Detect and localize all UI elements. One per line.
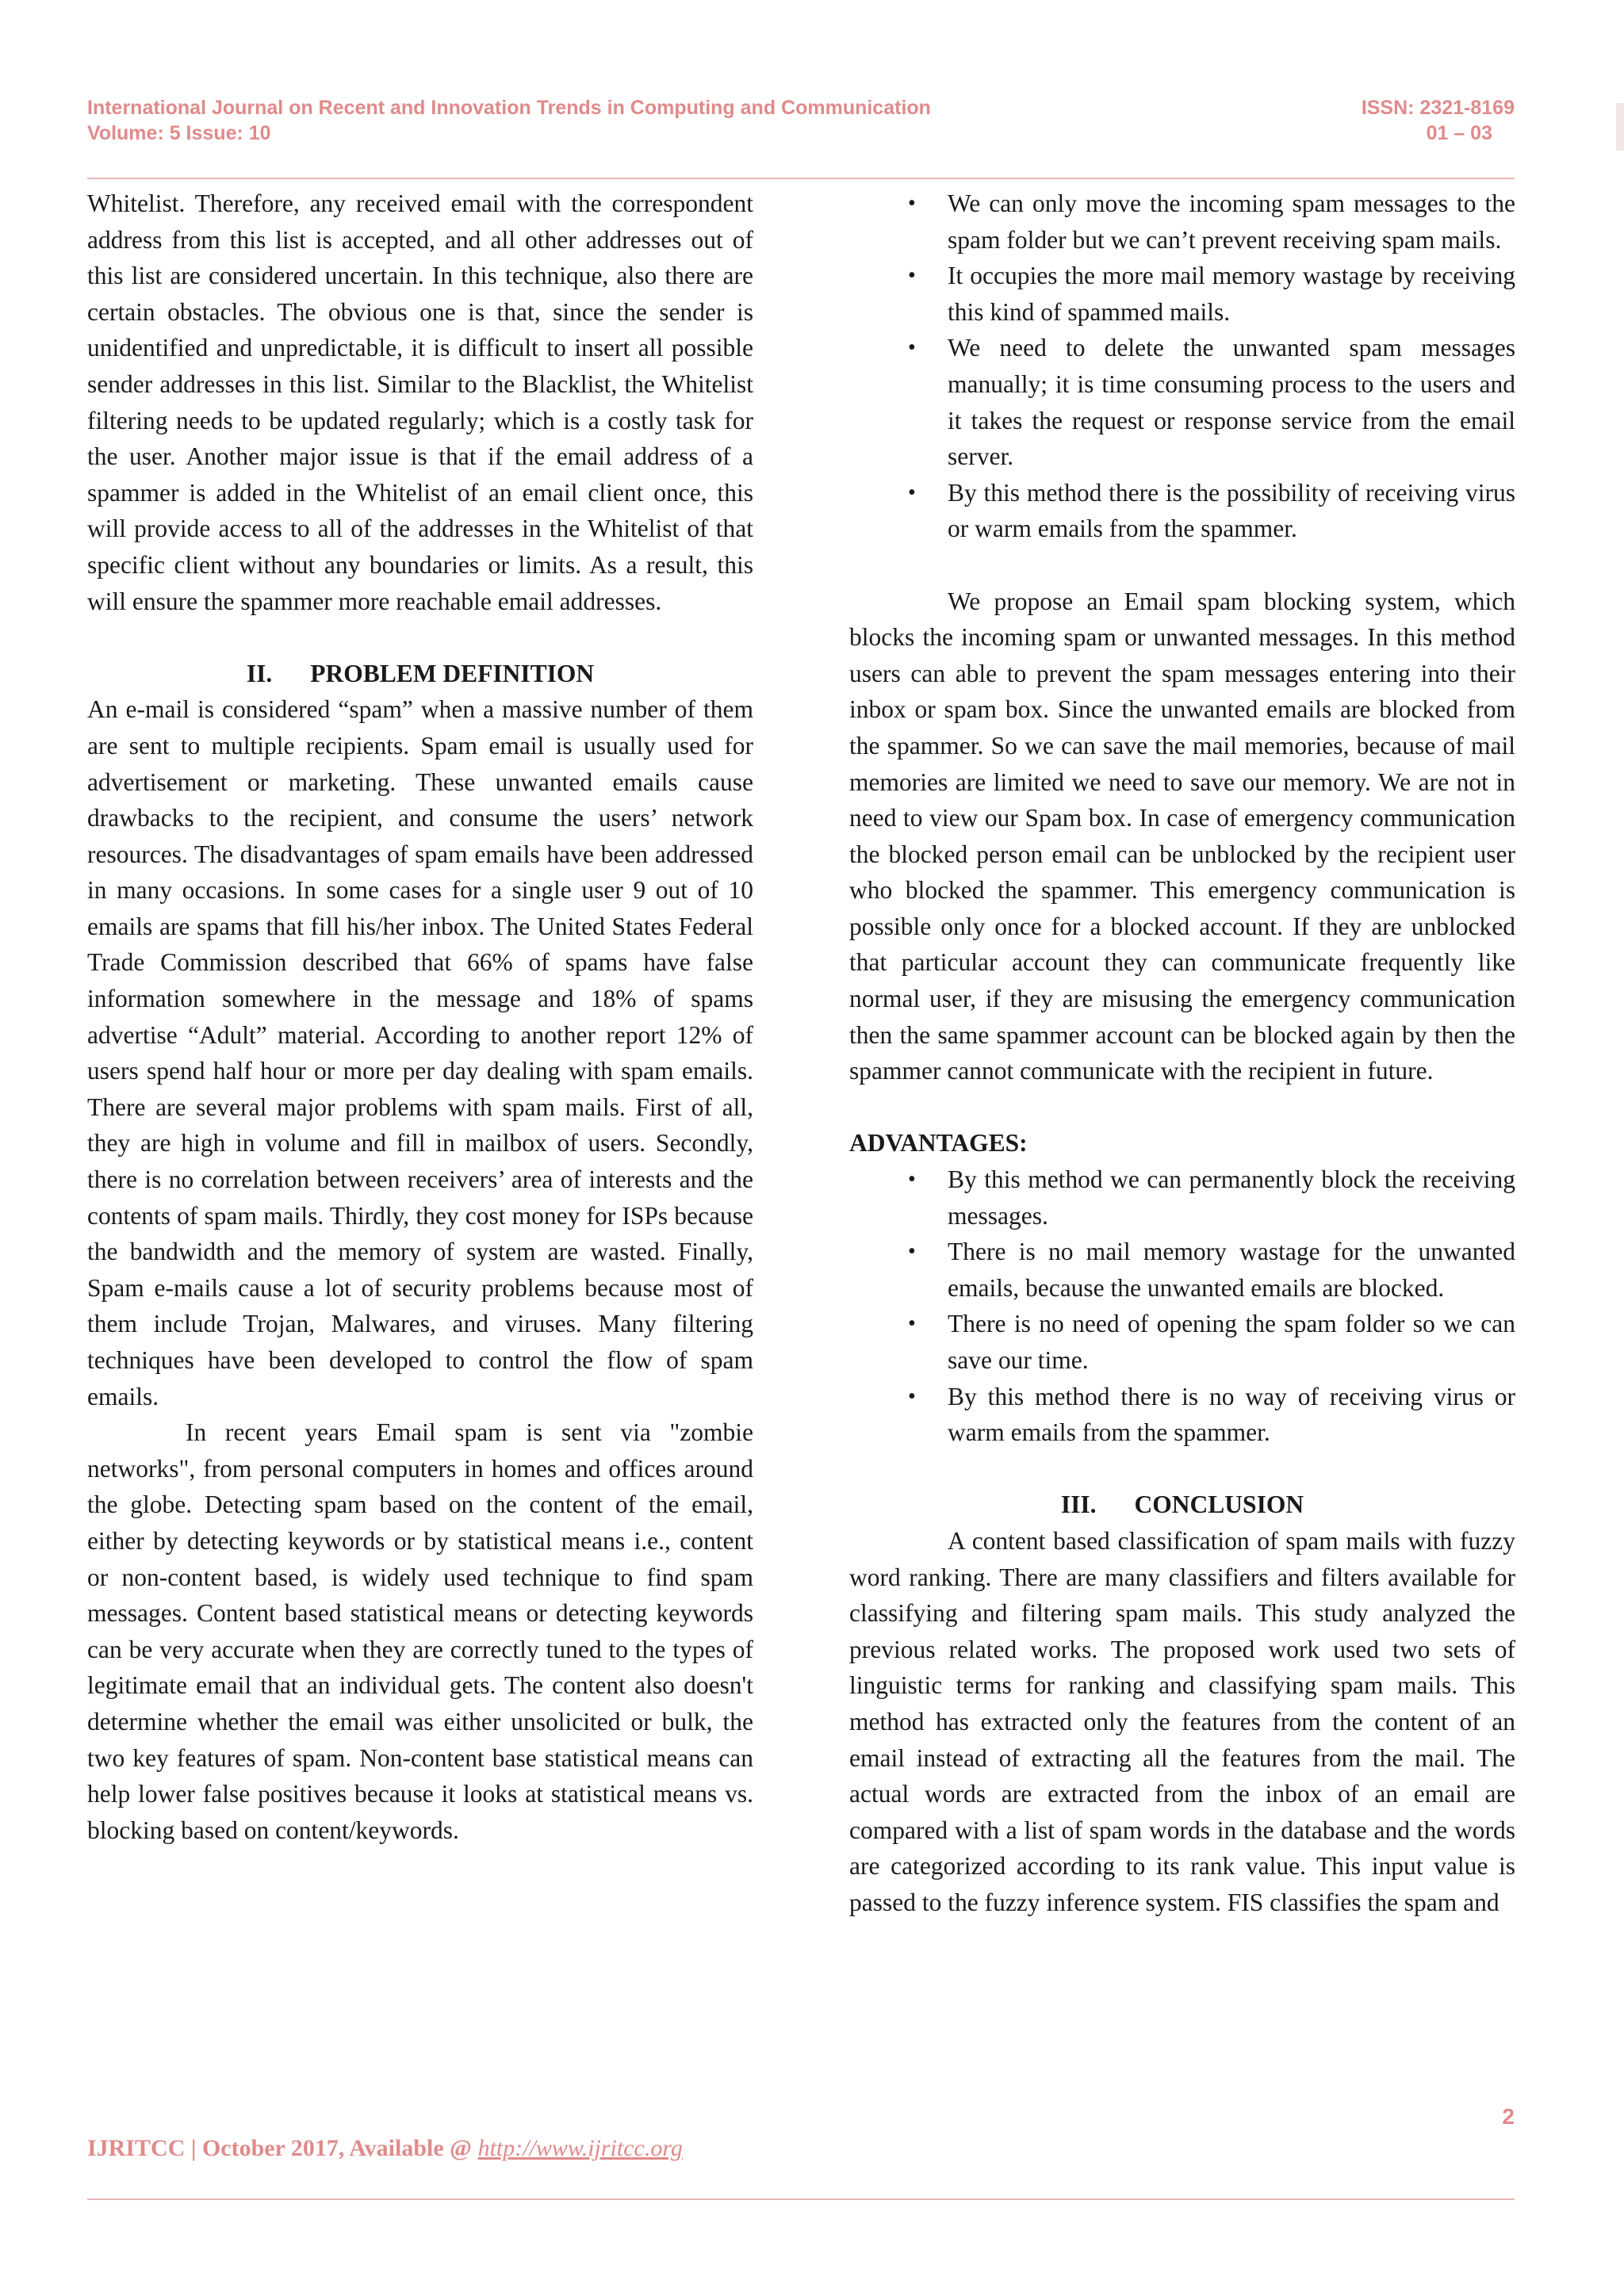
- bullet-icon: •: [908, 1167, 916, 1192]
- spacer: [849, 1089, 1515, 1126]
- page-edge-shade: [1616, 103, 1624, 151]
- spacer: [87, 619, 753, 656]
- volume-issue: Volume: 5 Issue: 10: [87, 122, 271, 144]
- disadvantages-list: [849, 186, 1515, 547]
- footer-text: IJRITCC | October 2017, Available @: [87, 2135, 478, 2161]
- bullet-icon: •: [908, 480, 916, 505]
- list-item: • We can only move the incoming spam messages to the spam folder but we can’t prevent receiving spam mails.: [849, 186, 1515, 258]
- spacer: [849, 1451, 1515, 1487]
- bullet-icon: •: [908, 1383, 916, 1409]
- paragraph-proposed-system: We propose an Email spam blocking system, which blocks the incoming spam or unwanted messages. In this method users can able to prevent the spam messages entering into their inbox or spam box. Since the unwanted emails are blocked from the spammer. So we can save the mail memories, because of mail memories are limited we need to save our memory. We are not in need to view our Spam box. In case of emergency communication the blocked person email can be unblocked by the recipient user who blocked the spammer. This emergency communication is possible only once for a blocked account. If they are unblocked that particular account they can communicate frequently like normal user, if they are misusing the emergency communication then the same spammer account can be blocked again by then the spammer cannot communicate with the recipient in future.: [849, 587, 1515, 1085]
- bullet-icon: •: [908, 335, 916, 361]
- spacer: [849, 547, 1515, 584]
- issn: ISSN: 2321-8169: [1361, 97, 1515, 119]
- header-rule: [87, 178, 1515, 179]
- bullet-icon: •: [908, 263, 916, 289]
- advantages-list: [849, 1161, 1515, 1451]
- right-column: [849, 186, 1515, 1921]
- list-item: • There is no mail memory wastage for the unwanted emails, because the unwanted emails are blocked.: [849, 1234, 1515, 1306]
- list-item: • It occupies the more mail memory wastage by receiving this kind of spammed mails.: [849, 258, 1515, 330]
- page-number: 2: [1502, 2104, 1515, 2129]
- journal-title: International Journal on Recent and Innovation Trends in Computing and Communication: [87, 97, 931, 119]
- running-footer: [87, 2135, 683, 2162]
- journal-website-link[interactable]: http://www.ijritcc.org: [477, 2135, 683, 2161]
- bullet-icon: •: [908, 1239, 916, 1265]
- section-title: CONCLUSION: [1134, 1490, 1304, 1519]
- section-heading-problem-definition: [87, 656, 753, 692]
- list-item: • By this method there is the possibility of receiving virus or warm emails from the spammer.: [849, 475, 1515, 547]
- bullet-icon: •: [908, 1311, 916, 1337]
- advantages-heading: ADVANTAGES:: [849, 1129, 1028, 1158]
- left-column: [87, 186, 753, 1848]
- list-item: • We need to delete the unwanted spam messages manually; it is time consuming process to the users and it takes the request or response service from the email server.: [849, 330, 1515, 474]
- section-number: III.: [1060, 1490, 1097, 1519]
- list-item: • There is no need of opening the spam folder so we can save our time.: [849, 1306, 1515, 1378]
- paragraph-zombie-networks: In recent years Email spam is sent via "zombie networks", from personal computers in homes and offices around the globe. Detecting spam based on the content of the email, either by detecting keywords or by statistical means i.e., content or non-content based, is widely used technique to find spam messages. Content based statistical means or detecting keywords can be very accurate when they are correctly tuned to the types of legitimate email that an individual gets. The content also doesn't determine whether the email was either unsolicited or bulk, the two key features of spam. Non-content base statistical means can help lower false positives because it looks at statistical means vs. blocking based on content/keywords.: [87, 1418, 753, 1844]
- header-right: [1362, 95, 1515, 146]
- list-item: • By this method we can permanently block the receiving messages.: [849, 1161, 1515, 1234]
- bullet-icon: •: [908, 191, 916, 216]
- list-item: • By this method there is no way of receiving virus or warm emails from the spammer.: [849, 1379, 1515, 1451]
- paragraph-whitelist: Whitelist. Therefore, any received email with the correspondent address from this list is accepted, and all other addresses out of this list are considered uncertain. In this technique, also there are certain obstacles. The obvious one is that, since the sender is unidentified and unpredictable, it is difficult to insert all possible sender addresses in this list. Similar to the Blacklist, the Whitelist filtering needs to be updated regularly; which is a costly task for the user. Another major issue is that if the email address of a spammer is added in the Whitelist of an email client once, this will provide access to all of the addresses in the Whitelist of that specific client without any boundaries or limits. As a result, this will ensure the spammer more reachable email addresses.: [87, 189, 753, 615]
- paragraph-conclusion: A content based classification of spam mails with fuzzy word ranking. There are many classifiers and filters available for classifying and filtering spam mails. This study analyzed the previous related works. The proposed work used two sets of linguistic terms for ranking and classifying spam mails. This method has extracted only the features from the content of an email instead of extracting all the features from the mail. The actual words are extracted from the inbox of an email are compared with a list of spam words in the database and the words are categorized according to its rank value. This input value is passed to the fuzzy inference system. FIS classifies the spam and: [849, 1526, 1515, 1916]
- footer-rule: [87, 2198, 1515, 2200]
- page-range: 01 – 03: [1426, 122, 1492, 144]
- header-left: [87, 95, 931, 146]
- section-heading-conclusion: [849, 1487, 1515, 1523]
- section-number: II.: [246, 659, 273, 687]
- section-title: PROBLEM DEFINITION: [310, 659, 595, 687]
- paragraph-problem: An e-mail is considered “spam” when a massive number of them are sent to multiple recipients. Spam email is usually used for advertisement or marketing. These unwanted emails cause drawbacks to the recipient, and consume the users’ network resources. The disadvantages of spam emails have been addressed in many occasions. In some cases for a single user 9 out of 10 emails are spams that fill his/her inbox. The United States Federal Trade Commission described that 66% of spams have false information somewhere in the message and 18% of spams advertise “Adult” material. According to another report 12% of users spend half hour or more per day dealing with spam emails. There are several major problems with spam mails. First of all, they are high in volume and fill in mailbox of users. Secondly, there is no correlation between receivers’ area of interests and the contents of spam mails. Thirdly, they cost money for ISPs because the bandwidth and the memory of system are wasted. Finally, Spam e-mails cause a lot of security problems because most of them include Trojan, Malwares, and viruses. Many filtering techniques have been developed to control the flow of spam emails.: [87, 695, 753, 1410]
